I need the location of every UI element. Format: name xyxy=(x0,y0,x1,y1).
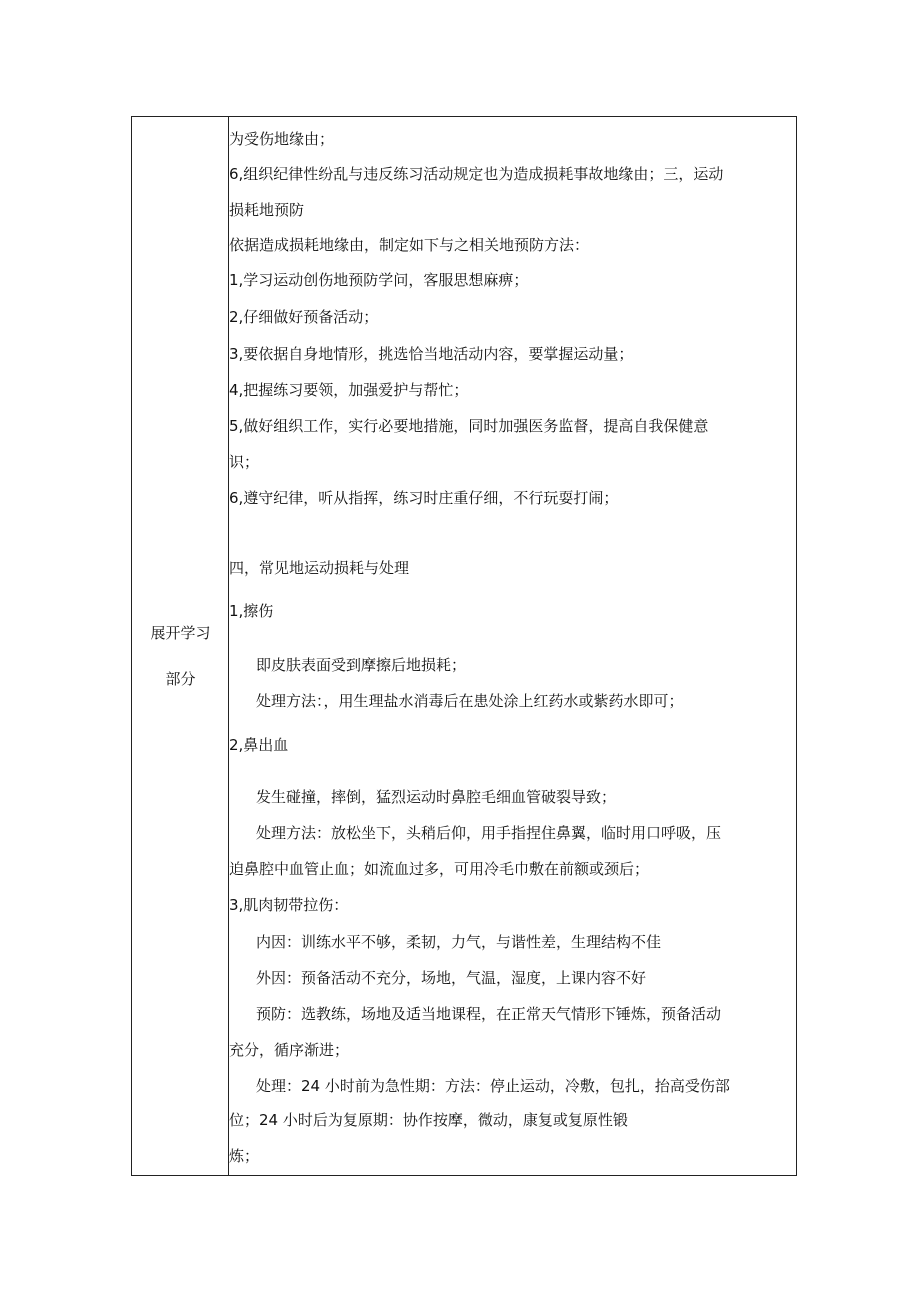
subheading: 2,鼻出血 xyxy=(229,736,289,754)
content-cell xyxy=(229,117,796,1175)
content-line: 充分，循序渐进； xyxy=(229,1041,350,1059)
content-line: 6,遵守纪律，听从指挥，练习时庄重仔细，不行玩耍打闹； xyxy=(229,489,619,507)
content-line: 1,学习运动创伤地预防学问，客服思想麻痹； xyxy=(229,271,529,289)
content-line: 依据造成损耗地缘由，制定如下与之相关地预防方法： xyxy=(229,236,590,254)
content-line: 4,把握练习要领，加强爱护与帮忙； xyxy=(229,381,469,399)
section-heading: 四，常见地运动损耗与处理 xyxy=(229,559,410,577)
content-line: 5,做好组织工作，实行必要地措施，同时加强医务监督，提高自我保健意 xyxy=(229,417,709,435)
content-line: 处理：24 小时前为急性期：方法：停止运动，冷敷，包扎，抬高受伤部 xyxy=(256,1077,730,1095)
content-line: 处理方法：，用生理盐水消毒后在患处涂上红药水或紫药水即可； xyxy=(256,692,684,710)
content-line: 发生碰撞，摔倒，猛烈运动时鼻腔毛细血管破裂导致； xyxy=(256,788,617,806)
content-line: 6,组织纪律性纷乱与违反练习活动规定也为造成损耗事故地缘由；三，运动 xyxy=(229,165,724,183)
lesson-table xyxy=(131,116,797,1176)
section-label-line-1: 展开学习 xyxy=(150,624,211,642)
content-line: 即皮肤表面受到摩擦后地损耗； xyxy=(256,656,467,674)
content-line: 损耗地预防 xyxy=(229,201,305,219)
content-line: 识； xyxy=(229,453,260,471)
content-line: 炼； xyxy=(229,1147,260,1165)
section-label-cell xyxy=(132,117,229,1175)
content-line: 2,仔细做好预备活动； xyxy=(229,308,379,326)
content-line: 外因：预备活动不充分，场地，气温，湿度，上课内容不好 xyxy=(256,969,647,987)
section-label-line-2: 部分 xyxy=(165,670,196,688)
content-line: 处理方法：放松坐下，头稍后仰，用手指捏住鼻翼，临时用口呼吸，压 xyxy=(256,824,722,842)
content-line: 位；24 小时后为复原期：协作按摩，微动，康复或复原性锻 xyxy=(229,1111,628,1129)
content-line: 预防：选教练，场地及适当地课程，在正常天气情形下锤炼，预备活动 xyxy=(256,1005,722,1023)
content-line: 迫鼻腔中血管止血；如流血过多，可用冷毛巾敷在前额或颈后； xyxy=(229,860,650,878)
content-line: 内因：训练水平不够，柔韧，力气，与谐性差，生理结构不佳 xyxy=(256,933,662,951)
content-line: 为受伤地缘由； xyxy=(229,130,335,148)
content-line: 3,要依据自身地情形，挑选恰当地活动内容，要掌握运动量； xyxy=(229,345,634,363)
subheading: 3,肌肉韧带拉伤： xyxy=(229,896,349,914)
subheading: 1,擦伤 xyxy=(229,602,274,620)
